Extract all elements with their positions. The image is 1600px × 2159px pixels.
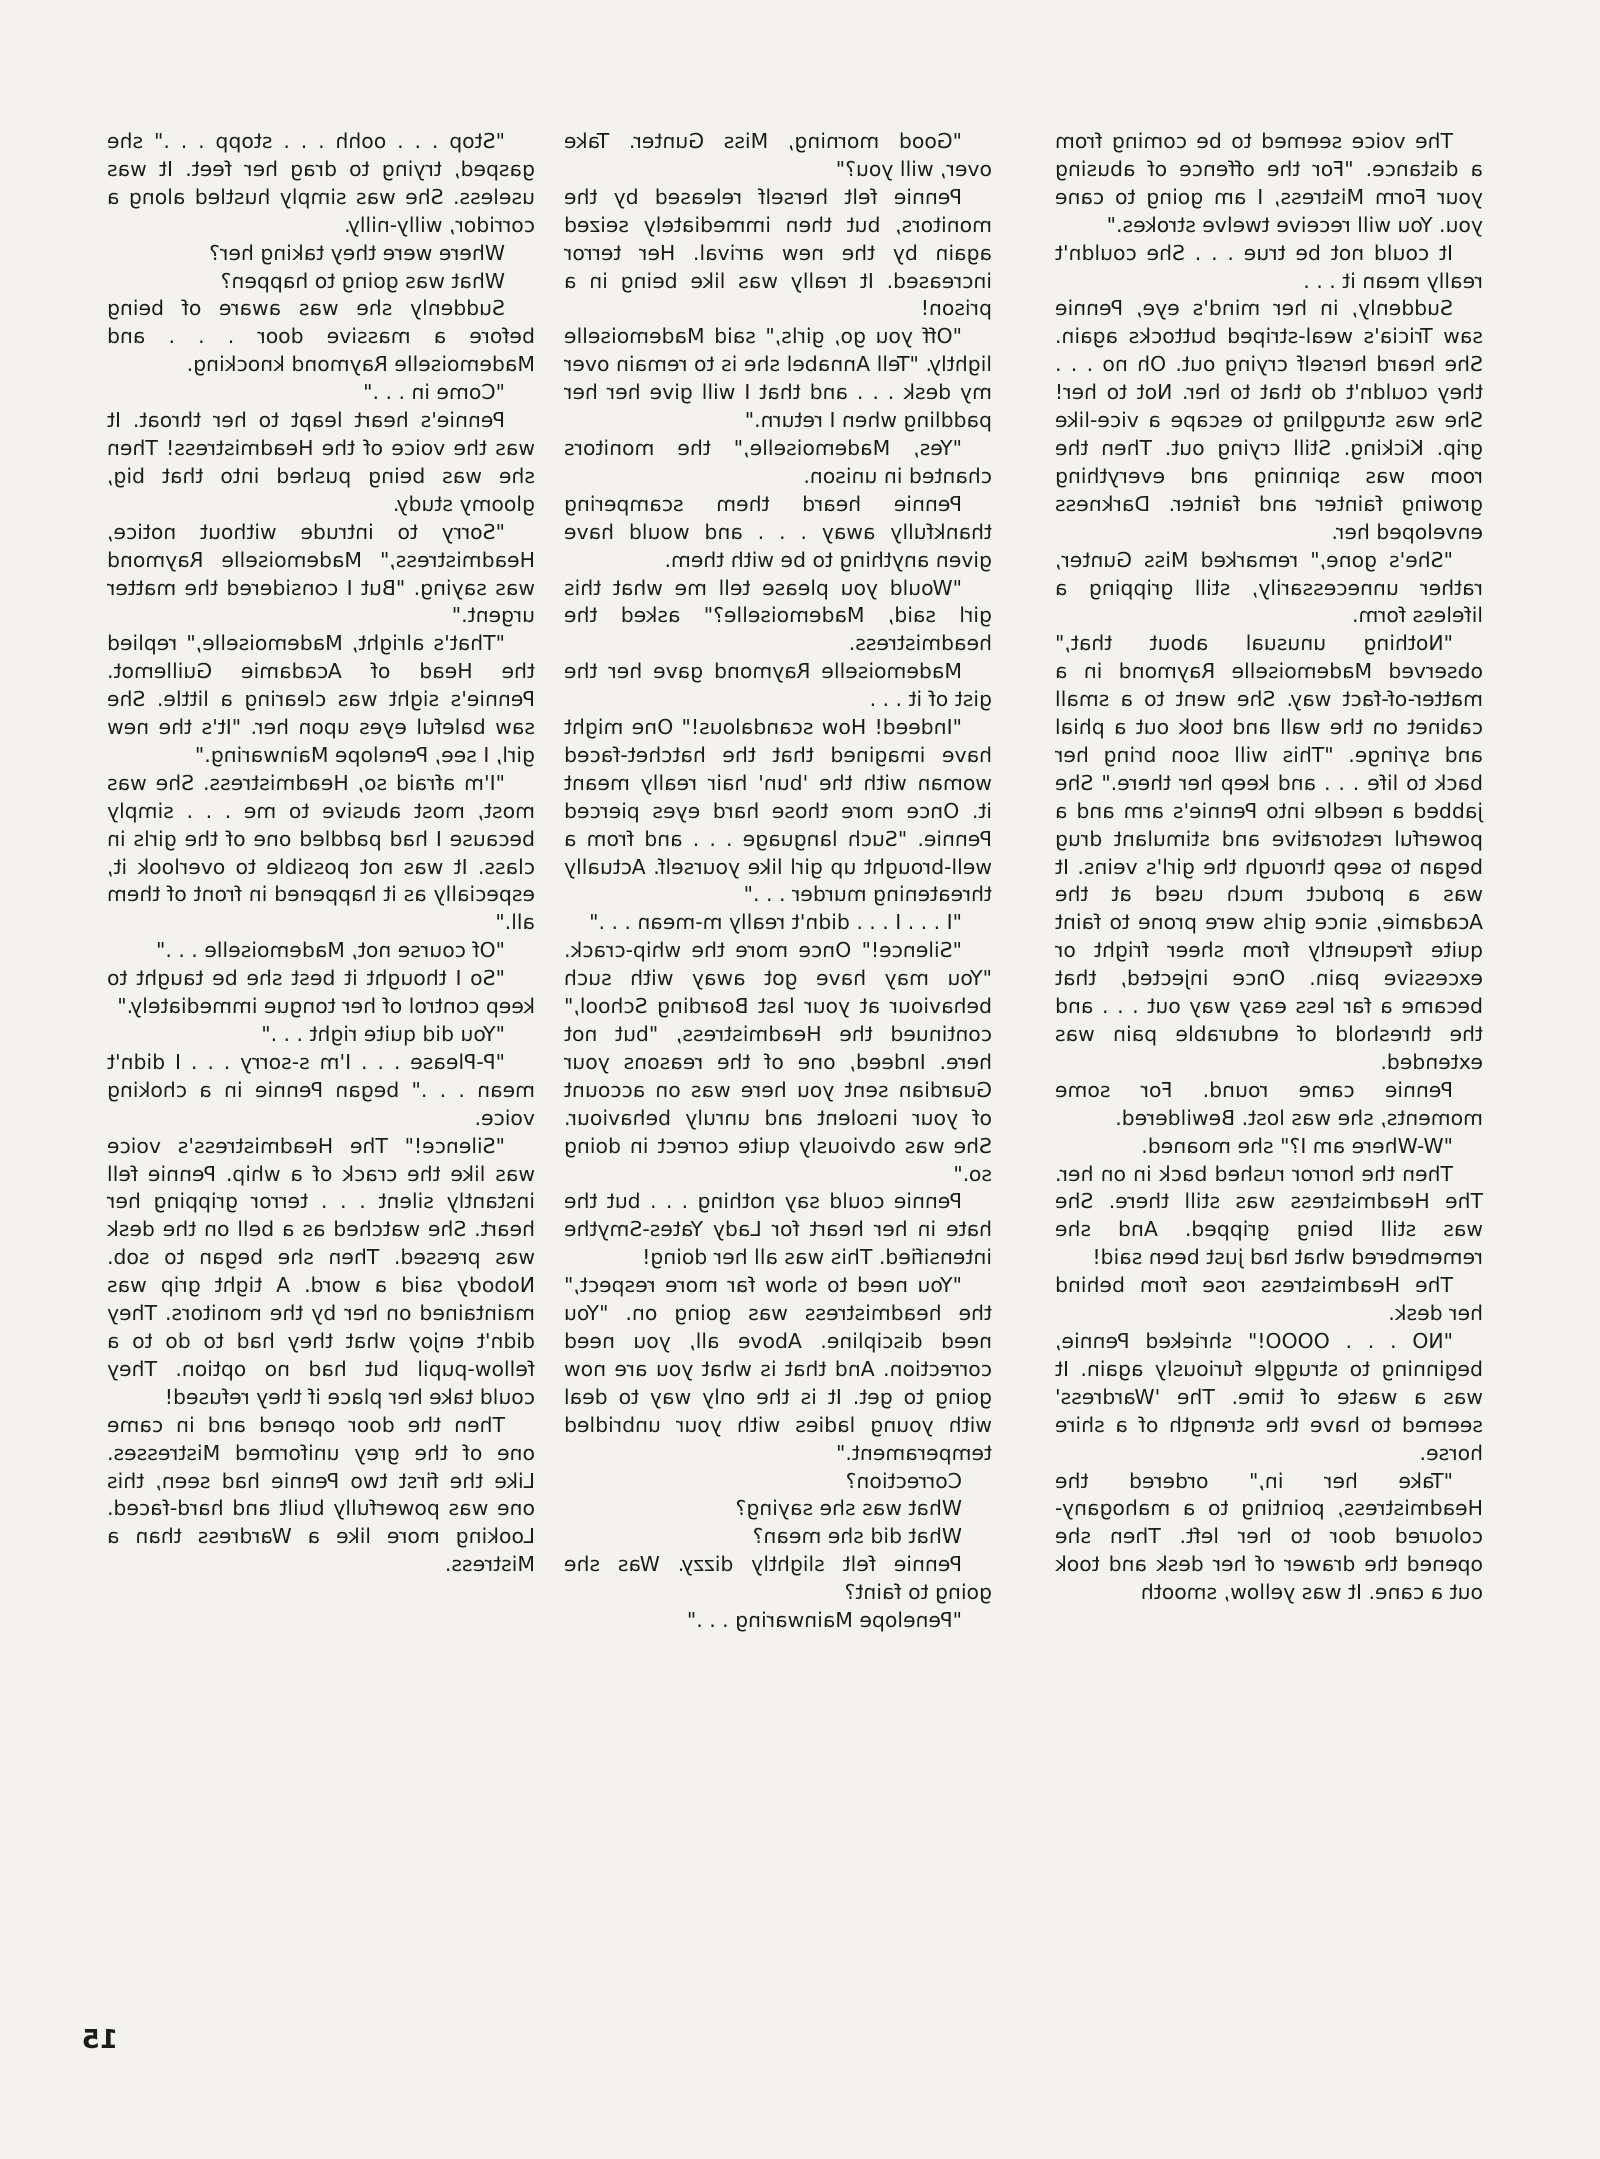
- paragraph: "I'm afraid so, Headmistress. She was most, most abusive to me . . . simply because I had paddled one of the girls in class. It was not possible to overlook it, especially as it happened in front of them all.": [107, 770, 535, 935]
- text-column-1: [107, 128, 535, 1579]
- paragraph: Correction?: [845, 1468, 962, 1493]
- paragraph: "Take her in," ordered the Headmistress, pointing to a mahogany-coloured door to her left. Then she opened the drawer of her desk and took out a cane. It was yellow, smooth: [1055, 1468, 1483, 1605]
- paragraph: Suddenly she was aware of being before a massive door . . . and Mademoiselle Raymond knocking.: [107, 296, 535, 377]
- paragraph: Pennie heard them scampering thankfully away . . . and would have given anything to be with them.: [564, 491, 992, 572]
- paragraph: "I . . . I . . . didn't really m-mean . . .": [589, 910, 962, 935]
- paragraph: What did she mean?: [752, 1524, 962, 1549]
- paragraph: "Penelope Mainwaring . . .": [686, 1608, 962, 1633]
- paragraph: "Would you please tell me what this girl said, Mademoiselle?" asked the headmistress.: [564, 575, 992, 656]
- paragraph: "So I thought it best she be taught to keep control of her tongue immediately.": [107, 966, 535, 1019]
- paragraph: "Yes, Mademoiselle," the monitors chanted in unison.: [564, 435, 992, 488]
- text-column-3: [1055, 128, 1483, 1607]
- paragraph: "Stop . . . oohh . . . stopp . . ." she gasped, trying to drag her feet. It was useless. She was simply hustled along a corridor, willy-nilly.: [107, 129, 535, 237]
- paragraph: Mademoiselle Raymond gave her the gist of it . . .: [564, 659, 992, 712]
- paragraph: Then the door opened and in came one of the grey uniformed Mistresses. Like the first two Pennie had seen, this one was powerfully built and hard-faced. Looking more like a Wardress than a Mistress.: [107, 1412, 535, 1577]
- paragraph: "Off you go, girls," said Mademoiselle lightly. "Tell Annabel she is to remain over my desk . . . and that I will give her her paddling when I return.": [564, 324, 992, 433]
- paragraph: Where were they taking her?: [209, 240, 505, 265]
- paragraph: "You need to show far more respect," the headmistress was going on. "You need discipline. Above all, you need correction. And that is what you are now going to get. It is the only way to deal with young ladies with your unbridled temperament.": [564, 1273, 992, 1465]
- paragraph: Suddenly, in her mind's eye, Pennie saw Tricia's weal-striped buttocks again. She heard herself crying out. Oh no . . . they couldn't do that to her. Not to her! She was struggling to escape a vice-like grip. Kicking. Still crying out. Then the room was spinning and everything growing fainter and fainter. Darkness enveloped her.: [1055, 296, 1483, 544]
- paragraph: The Headmistress rose from behind her desk.: [1055, 1273, 1483, 1326]
- paragraph: "Nothing unusual about that," observed Mademoiselle Raymond in a matter-of-fact way. She went to a small cabinet on the wall and took out a phial and syringe. "This will soon bring her back to life . . . and keep her there." She jabbed a needle into Pennie's arm and a powerful restorative and stimulant drug began to seep through the girl's veins. It was a product much used at the Acadamie, since girls were prone to faint quite frequently from sheer fright or excessive pain. Once injected, that became a far less easy way out . . . and the threshold of endurable pain was extended.: [1055, 631, 1483, 1074]
- paragraph: "NO . . . OOOO!" shrieked Pennie, beginning to struggle furiously again. It was a waste of time. The 'Wardress' seemed to have the strength of a shire horse.: [1055, 1328, 1483, 1465]
- paragraph: "Indeed! How scandalous!" One might have imagined that the hatchet-faced woman with the 'bun' hair really meant it. Once more those hard eyes pierced Pennie. "Such language . . . and from a well-brought up girl like yourself. Actually threatening murder . . .": [564, 715, 992, 907]
- paragraph: "Good morning, Miss Gunter. Take over, will you?": [564, 129, 992, 181]
- paragraph: "You did quite right . . .": [261, 1022, 505, 1046]
- paragraph: It could not be true . . . She couldn't really mean it . . .: [1055, 240, 1483, 293]
- paragraph: Pennie came round. For some moments, she was lost. Bewildered.: [1055, 1077, 1483, 1130]
- paragraph: "Silence!" Once more the whip-crack. "You may have got away with such behaviour at your last Boarding School," continued the Headmistress, "but not here. Indeed, one of the reasons your Guardian sent you here was on account of your insolent and unruly behaviour. She was obviously quite correct in doing so.": [564, 938, 992, 1186]
- page-number: 15: [81, 2025, 118, 2055]
- paragraph: "She's gone," remarked Miss Gunter, rather unnecessarily, still gripping a lifeless form.: [1055, 547, 1483, 628]
- paragraph: What was she saying?: [735, 1496, 962, 1521]
- paragraph: Pennie felt herself released by the monitors, but then immediately seized again by the new arrival. Her terror increased. It really was like being in a prison!: [564, 184, 992, 321]
- paragraph: "Of course not, Mademoiselle . . .": [156, 938, 505, 963]
- paragraph: "That's alright, Mademoiselle," replied the Head of Acadamie Guillemot. Pennie's sight was clearing a little. She saw baleful eyes upon her. "It's the new girl, I see, Penelope Mainwaring.": [107, 631, 535, 767]
- paragraph: "W-Where am I?" she moaned.: [1141, 1133, 1453, 1158]
- paragraph: The voice seemed to be coming from a distance. "For the offence of abusing your Form Mistress, I am going to cane you. You will receive twelve strokes.": [1055, 129, 1483, 237]
- paragraph: "Come in . . .": [363, 380, 505, 405]
- paragraph: Pennie felt slightly dizzy. Was she going to faint?: [564, 1552, 992, 1605]
- text-column-2: [564, 128, 992, 1635]
- paragraph: What was going to happen?: [220, 268, 505, 293]
- paragraph: Pennie's heart leapt to her throat. It was the voice of the Headmistress! Then she was being pushed into that big, gloomy study.: [107, 408, 535, 516]
- paragraph: Pennie could say nothing . . . but the hate in her heart for Lady Yates-Smythe intensified. This was all her doing!: [564, 1189, 992, 1270]
- paragraph: "Sorry to intrude without notice, Headmistress," Mademoiselle Raymond was saying. "But I considered the matter urgent.": [107, 519, 535, 628]
- paragraph: "P-Please . . . I'm s-sorry . . . I didn't mean . . ." began Pennie in a choking voice.: [107, 1049, 535, 1130]
- paragraph: Then the horror rushed back in on her. The Headmistress was still there. She was still being gripped. And she remembered what had just been said!: [1055, 1161, 1483, 1270]
- paragraph: "Silence!" The Headmistress's voice was like the crack of a whip. Pennie fell instantly silent . . . terror gripping her heart. She watched as a bell on the desk was pressed. Then she began to sob. Nobody said a word. A tight grip was maintained on her by the monitors. They didn't enjoy what they had to do to a fellow-pupil but had no option. They could take her place if they refused!: [107, 1133, 535, 1409]
